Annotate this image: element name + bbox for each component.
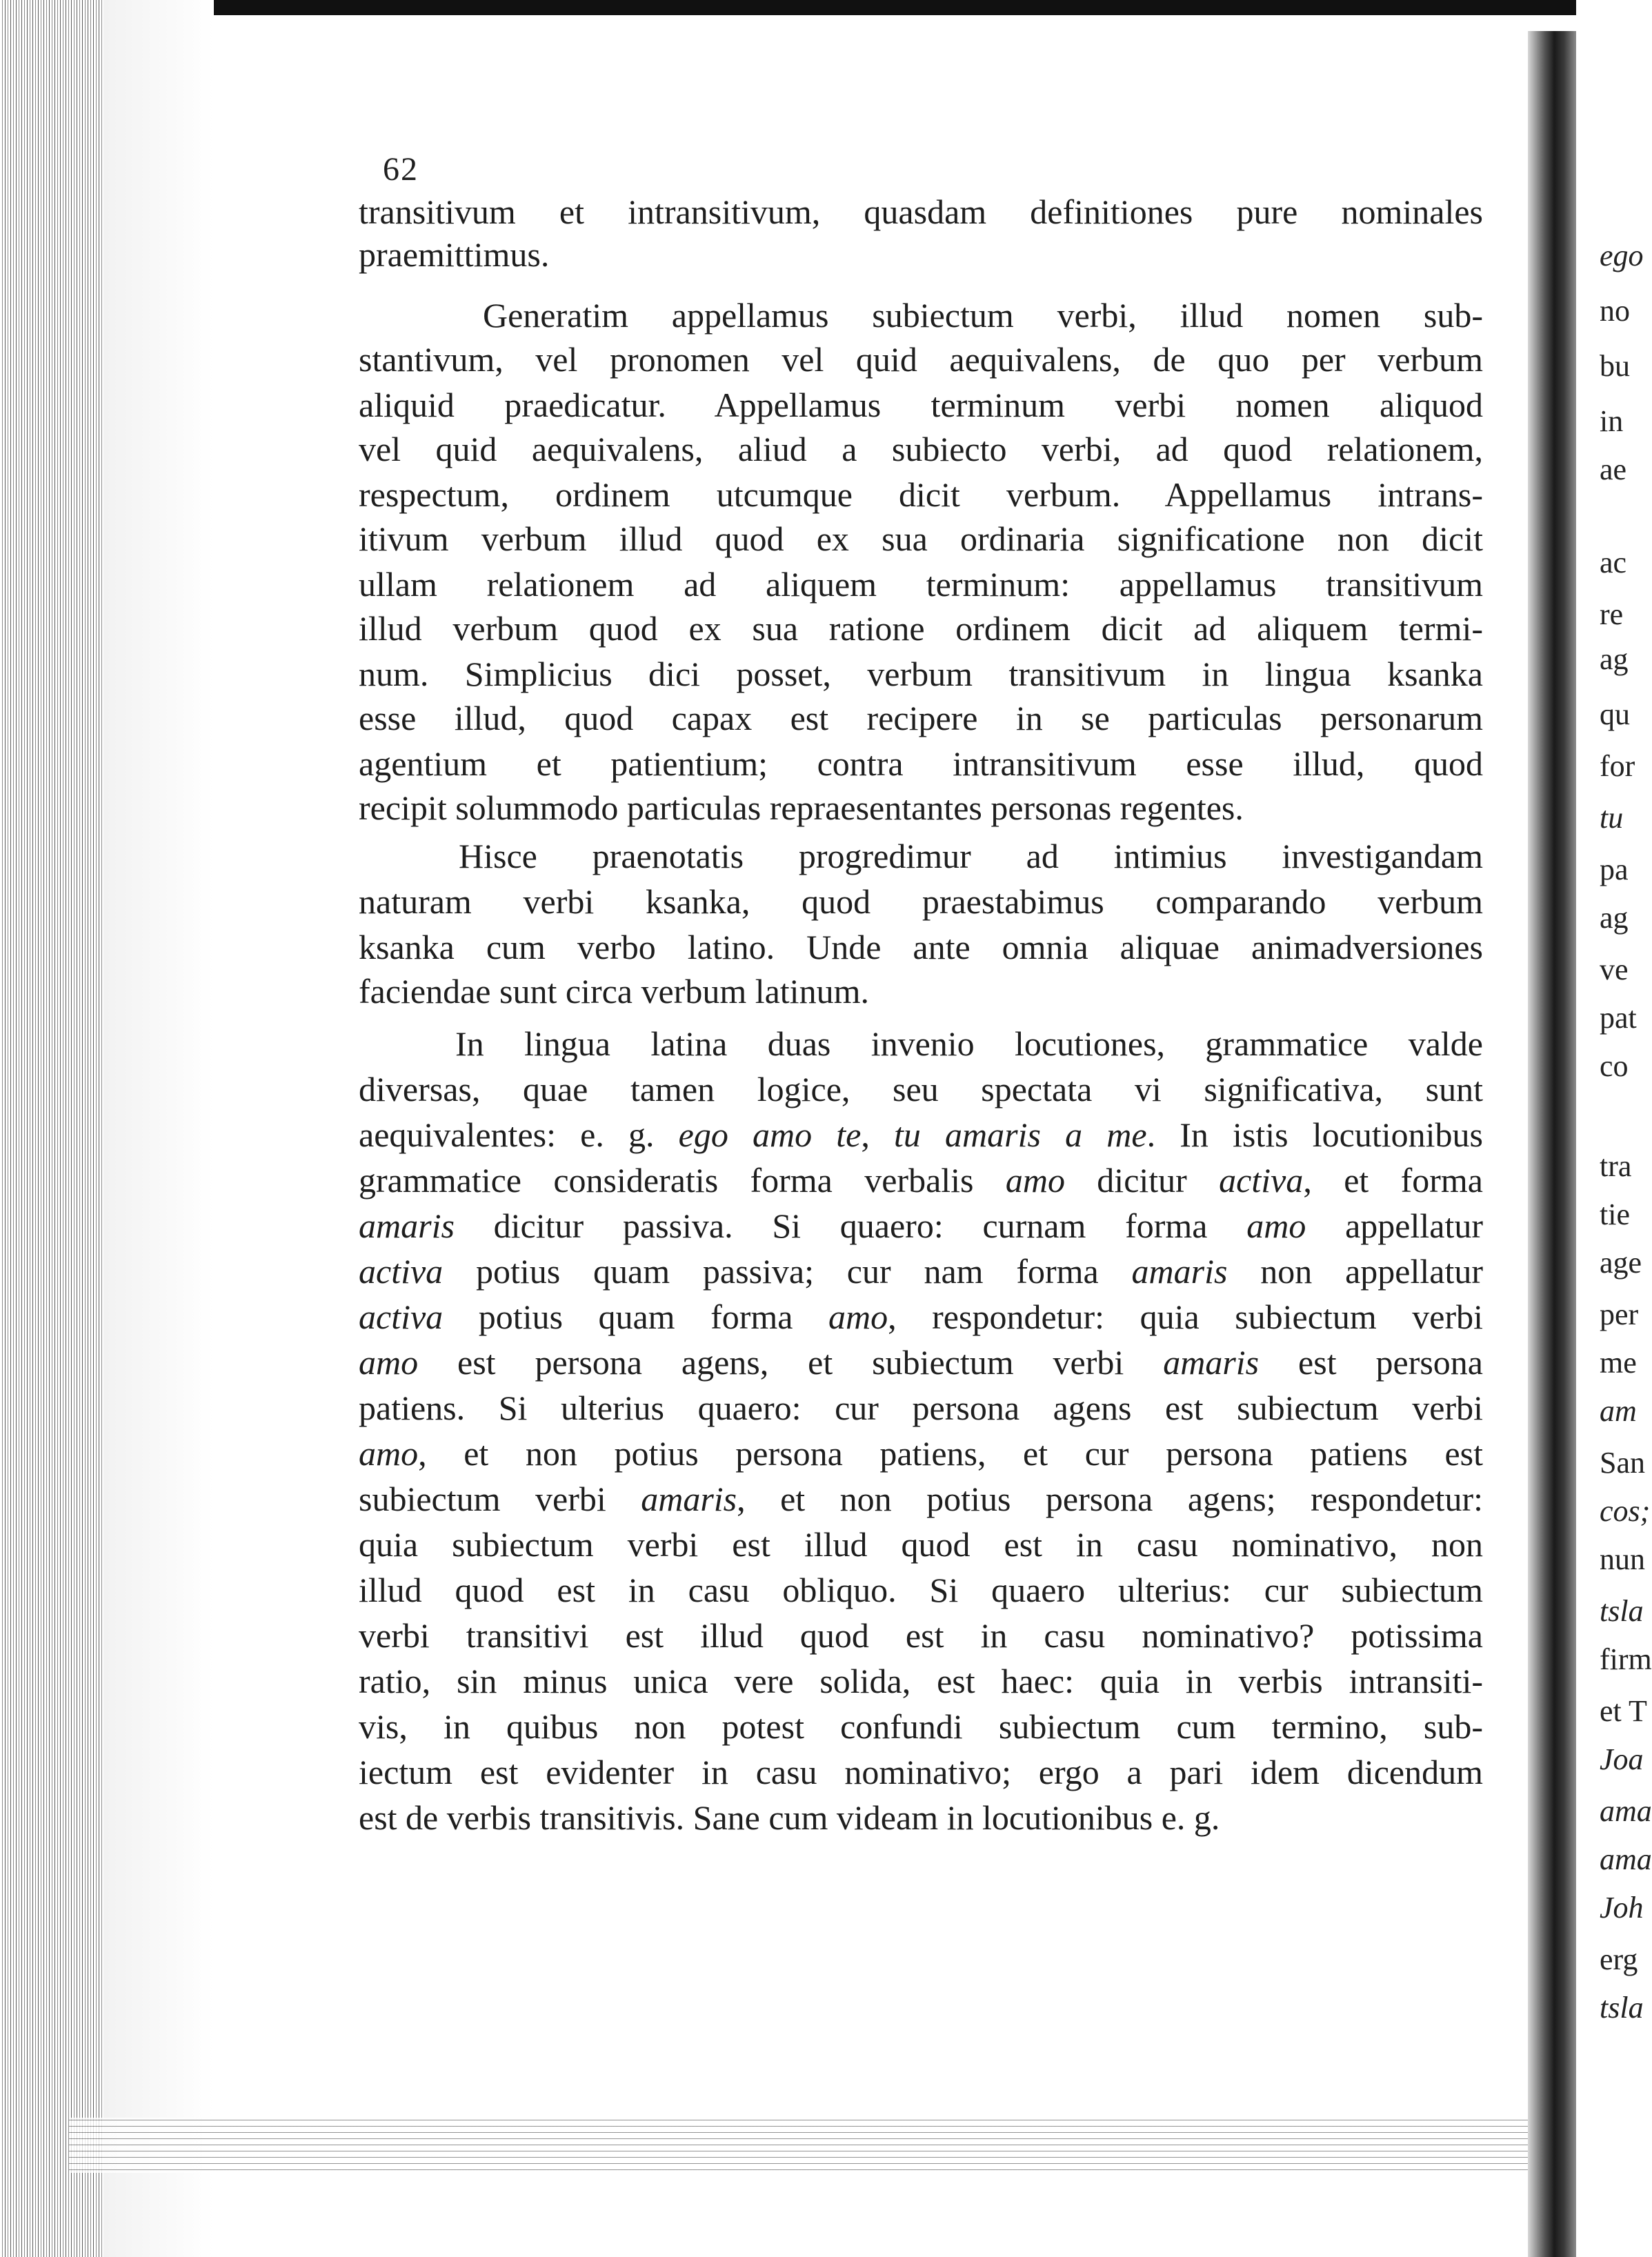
facing-page-fragment: nun xyxy=(1600,1542,1645,1576)
book-gutter xyxy=(1528,31,1576,2257)
text-line: transitivum et intransitivum, quasdam definitiones pure nominales xyxy=(359,192,1483,231)
facing-page-fragment: ac xyxy=(1600,546,1627,579)
facing-page-fragment: ego xyxy=(1600,239,1644,272)
page-shadow xyxy=(103,0,214,2257)
book-page-edges-bottom xyxy=(69,2118,1531,2173)
text-line: ratio, sin minus unica vere solida, est haec: quia in verbis intransiti- xyxy=(359,1662,1483,1700)
facing-page-fragment: Joh xyxy=(1600,1891,1644,1925)
text-line: aequivalentes: e. g. ego amo te, tu amaris a me. In istis locutionibus xyxy=(359,1115,1483,1154)
facing-page-fragment: San xyxy=(1600,1446,1645,1480)
text-line: diversas, quae tamen logice, seu spectata vi significativa, sunt xyxy=(359,1070,1483,1108)
text-line: activa potius quam passiva; cur nam forma amaris non appellatur xyxy=(359,1252,1483,1291)
facing-page-fragment: pa xyxy=(1600,853,1629,886)
text-line: faciendae sunt circa verbum latinum. xyxy=(359,972,869,1011)
facing-page-fragment: ag xyxy=(1600,901,1629,935)
book-page-edges-left xyxy=(0,0,103,2257)
text-line: vel quid aequivalens, aliud a subiecto verbi, ad quod relationem, xyxy=(359,430,1483,468)
text-line: verbi transitivi est illud quod est in casu nominativo? potissima xyxy=(359,1616,1483,1655)
text-line: esse illud, quod capax est recipere in se particulas personarum xyxy=(359,699,1483,737)
facing-page-fragment: me xyxy=(1600,1346,1637,1380)
text-line: num. Simplicius dici posset, verbum transitivum in lingua ksanka xyxy=(359,655,1483,693)
text-line: recipit solummodo particulas repraesentantes personas regentes. xyxy=(359,788,1244,827)
text-line: Hisce praenotatis progredimur ad intimius investigandam xyxy=(459,837,1483,875)
facing-page-fragment: erg xyxy=(1600,1942,1638,1976)
facing-page-fragment: tra xyxy=(1600,1149,1632,1183)
facing-page-fragment: ama xyxy=(1600,1794,1652,1828)
facing-page-fragment: ve xyxy=(1600,953,1629,986)
facing-page-fragment: am xyxy=(1600,1394,1637,1428)
text-line: naturam verbi ksanka, quod praestabimus comparando verbum xyxy=(359,882,1483,921)
facing-page-fragment: cos; xyxy=(1600,1494,1651,1528)
text-line: patiens. Si ulterius quaero: cur persona agens est subiectum verbi xyxy=(359,1389,1483,1427)
facing-page-fragment: per xyxy=(1600,1297,1639,1331)
facing-page-fragment: in xyxy=(1600,404,1624,438)
facing-page-fragment: co xyxy=(1600,1049,1629,1083)
facing-page-fragment: age xyxy=(1600,1246,1642,1280)
facing-page-fragment: ama xyxy=(1600,1842,1652,1876)
facing-page-fragment: et T xyxy=(1600,1694,1647,1728)
facing-page-fragment: qu xyxy=(1600,697,1630,731)
facing-page-fragment: re xyxy=(1600,597,1624,631)
text-line: quia subiectum verbi est illud quod est in casu nominativo, non xyxy=(359,1525,1483,1564)
text-line: agentium et patientium; contra intransitivum esse illud, quod xyxy=(359,744,1483,783)
facing-page-fragment: firm xyxy=(1600,1642,1652,1676)
facing-page-fragment: tsla xyxy=(1600,1594,1644,1628)
text-line: praemittimus. xyxy=(359,235,550,274)
facing-page-fragment: for xyxy=(1600,749,1635,783)
facing-page-fragment: bu xyxy=(1600,349,1630,383)
text-line: iectum est evidenter in casu nominativo; ergo a pari idem dicendum xyxy=(359,1753,1483,1791)
text-line: est de verbis transitivis. Sane cum videam in locutionibus e. g. xyxy=(359,1798,1220,1837)
facing-page xyxy=(1576,0,1652,2257)
text-line: activa potius quam forma amo, respondetur: quia subiectum verbi xyxy=(359,1297,1483,1336)
facing-page-fragment: ag xyxy=(1600,642,1629,676)
text-line: amo est persona agens, et subiectum verbi amaris est persona xyxy=(359,1343,1483,1382)
facing-page-fragment: pat xyxy=(1600,1001,1637,1035)
text-line: vis, in quibus non potest confundi subiectum cum termino, sub- xyxy=(359,1707,1483,1746)
text-line: In lingua latina duas invenio locutiones, grammatice valde xyxy=(455,1024,1483,1063)
facing-page-fragment: tu xyxy=(1600,801,1624,835)
page-number: 62 xyxy=(383,151,419,188)
text-line: aliquid praedicatur. Appellamus terminum verbi nomen aliquod xyxy=(359,386,1483,424)
facing-page-fragment: tsla xyxy=(1600,1991,1644,2025)
text-line: subiectum verbi amaris, et non potius persona agens; respondetur: xyxy=(359,1480,1483,1518)
text-line: amo, et non potius persona patiens, et cur persona patiens est xyxy=(359,1434,1483,1473)
text-line: Generatim appellamus subiectum verbi, illud nomen sub- xyxy=(483,296,1483,335)
scan-top-edge xyxy=(0,0,1639,15)
facing-page-fragment: no xyxy=(1600,294,1630,328)
text-line: itivum verbum illud quod ex sua ordinaria significatione non dicit xyxy=(359,519,1483,558)
text-line: ullam relationem ad aliquem terminum: appellamus transitivum xyxy=(359,565,1483,604)
text-line: amaris dicitur passiva. Si quaero: curnam forma amo appellatur xyxy=(359,1206,1483,1245)
facing-page-fragment: tie xyxy=(1600,1197,1630,1231)
text-line: ksanka cum verbo latino. Unde ante omnia aliquae animadversiones xyxy=(359,928,1483,966)
text-line: illud quod est in casu obliquo. Si quaero ulterius: cur subiectum xyxy=(359,1571,1483,1609)
facing-page-fragment: Joa xyxy=(1600,1742,1644,1776)
text-line: respectum, ordinem utcumque dicit verbum. Appellamus intrans- xyxy=(359,475,1483,514)
text-line: illud verbum quod ex sua ratione ordinem dicit ad aliquem termi- xyxy=(359,609,1483,648)
text-line: grammatice consideratis forma verbalis amo dicitur activa, et forma xyxy=(359,1161,1483,1200)
text-line: stantivum, vel pronomen vel quid aequivalens, de quo per verbum xyxy=(359,340,1483,379)
facing-page-fragment: ae xyxy=(1600,453,1627,486)
